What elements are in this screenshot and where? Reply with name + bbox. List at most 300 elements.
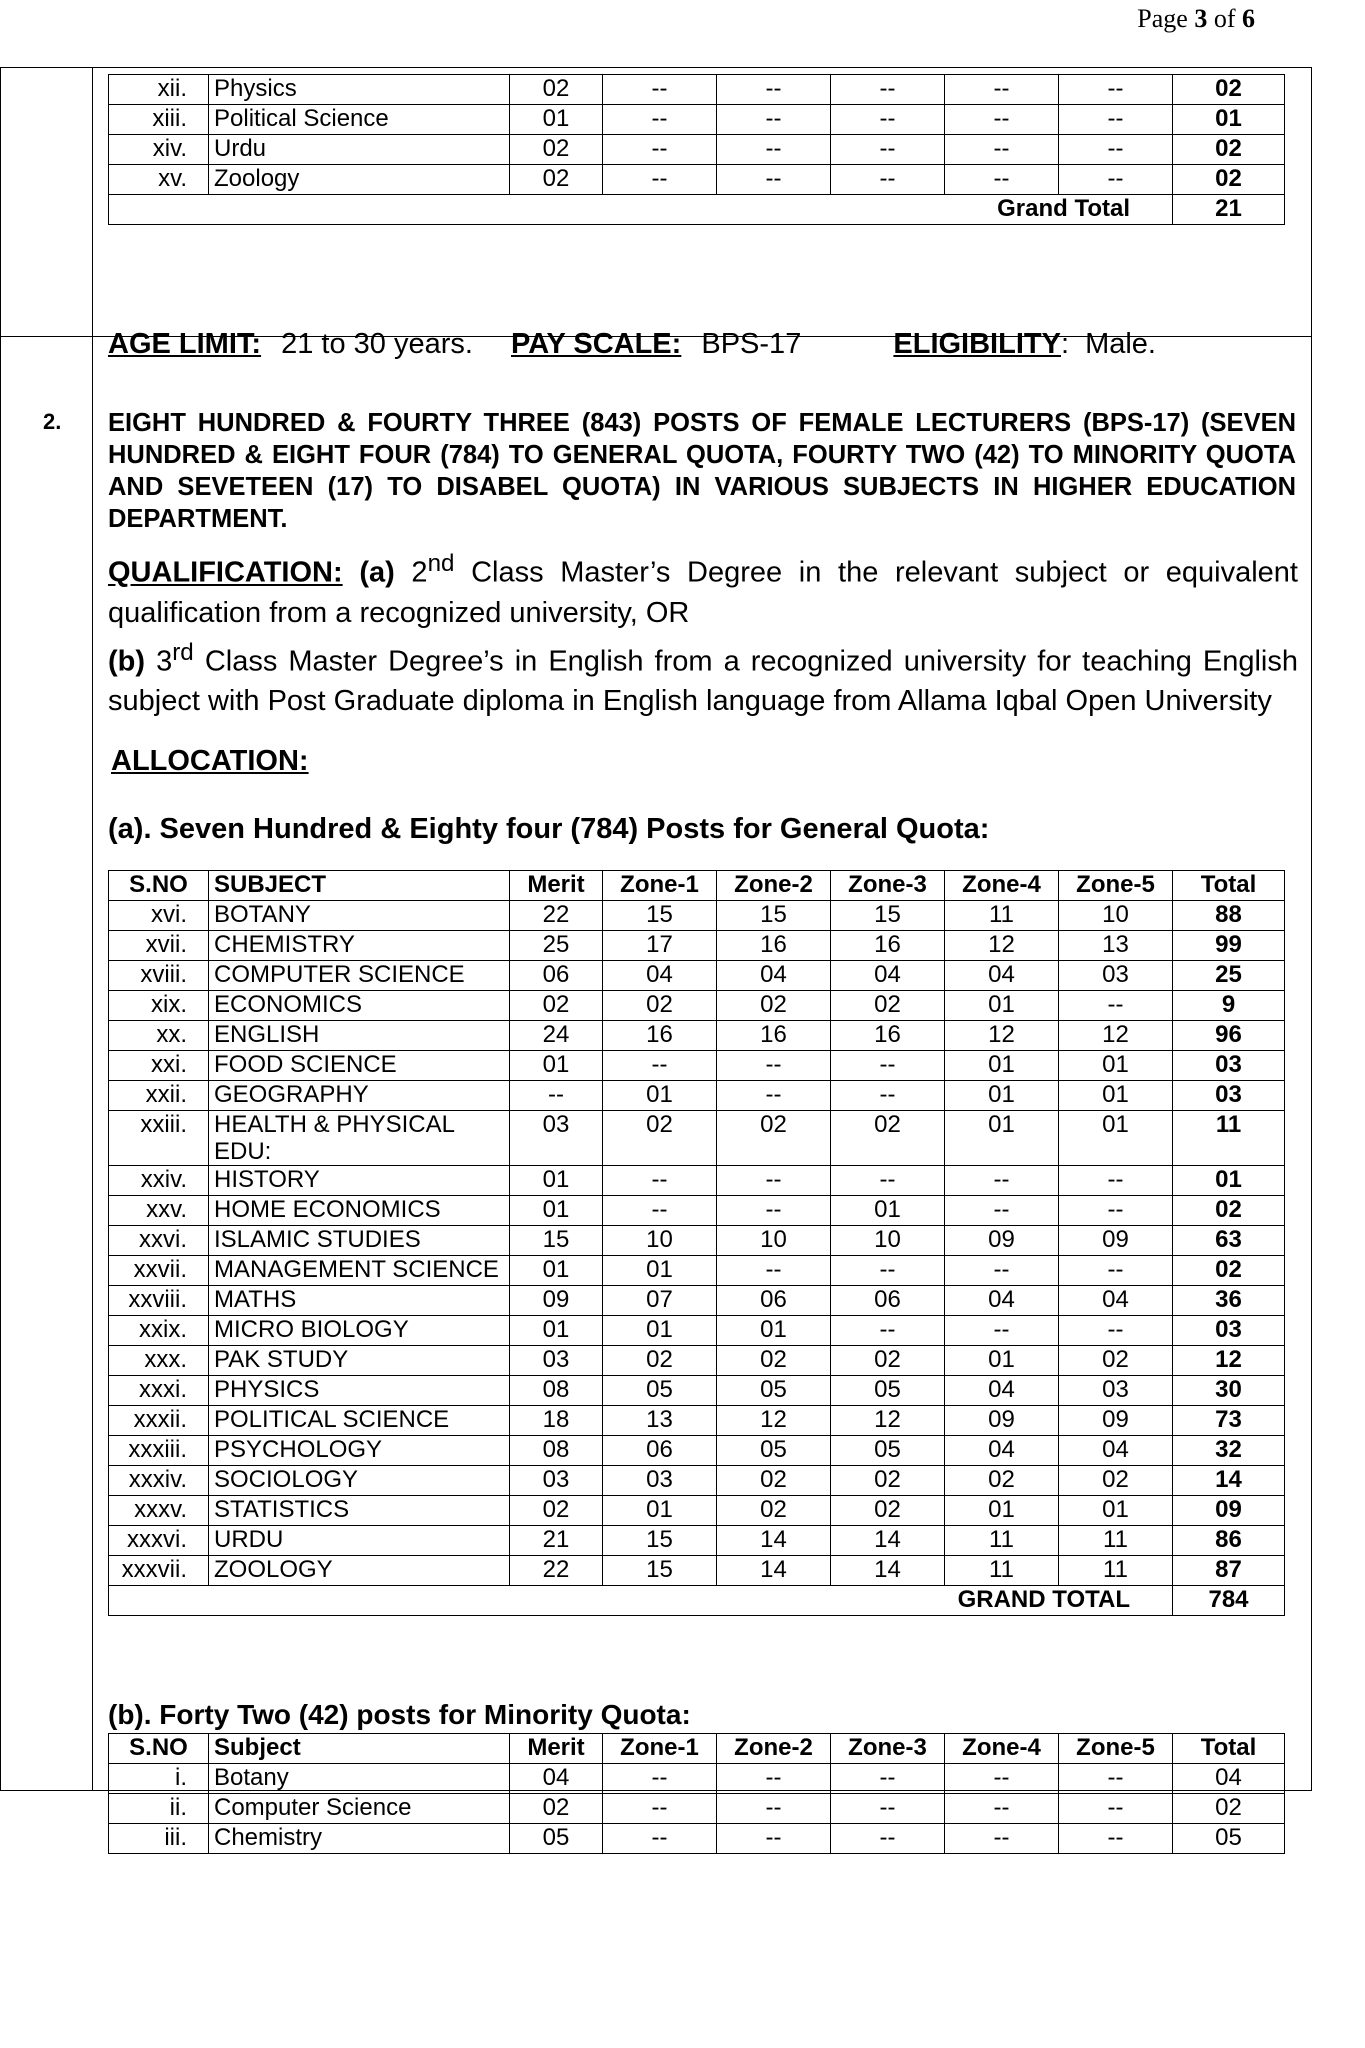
- header-row: S.NO Subject Merit Zone-1 Zone-2 Zone-3 Zone-4 Zone-5 Total: [109, 1734, 1285, 1764]
- cell-z4: --: [945, 1166, 1059, 1196]
- cell-subject: MATHS: [209, 1286, 510, 1316]
- table-row: [109, 931, 1285, 961]
- cell-merit: 02: [510, 991, 603, 1021]
- cell-total: 09: [1173, 1496, 1285, 1526]
- cell-z5: --: [1059, 1794, 1173, 1824]
- cell-merit: 02: [510, 135, 603, 165]
- cell-total: 86: [1173, 1526, 1285, 1556]
- cell-merit: 02: [510, 1496, 603, 1526]
- cell-sno: xviii.: [109, 961, 209, 991]
- cell-z5: --: [1059, 1256, 1173, 1286]
- general-quota-table: [108, 870, 1285, 1616]
- qualification-b-text: Class Master Degree’s in English from a recognized university for teaching English subject with Post Graduate diploma in English language from Allama Iqbal Open University: [108, 645, 1299, 718]
- cell-total: 30: [1173, 1376, 1285, 1406]
- cell-z5: --: [1059, 105, 1173, 135]
- cell-z3: 14: [831, 1556, 945, 1586]
- cell-z1: --: [603, 135, 717, 165]
- cell-total: 63: [1173, 1226, 1285, 1256]
- eligibility-value: Male.: [1085, 328, 1156, 360]
- cell-z2: --: [717, 1824, 831, 1854]
- cell-z4: --: [945, 1256, 1059, 1286]
- cell-z3: 05: [831, 1376, 945, 1406]
- eligibility-label: ELIGIBILITY: [893, 328, 1061, 360]
- cell-z1: 16: [603, 1021, 717, 1051]
- cell-total: 02: [1173, 165, 1285, 195]
- cell-z3: --: [831, 165, 945, 195]
- cell-total: 88: [1173, 901, 1285, 931]
- cell-merit: --: [510, 1081, 603, 1111]
- cell-z4: --: [945, 75, 1059, 105]
- cell-z1: 01: [603, 1256, 717, 1286]
- cell-total: 11: [1173, 1111, 1285, 1166]
- column-divider: [92, 68, 93, 1790]
- table-row: [109, 1556, 1285, 1586]
- section-heading: EIGHT HUNDRED & FOURTY THREE (843) POSTS OF FEMALE LECTURERS (BPS-17) (SEVEN HUNDRED & EIGHT FOUR (784) TO GENERAL QUOTA, FOURTY TWO (42) TO MINORITY QUOTA AND SEVETEEN (17) TO DISABEL QUOTA) IN VARIOUS SUBJECTS IN HIGHER EDUCATION DEPARTMENT.: [108, 409, 1296, 533]
- cell-subject: PHYSICS: [209, 1376, 510, 1406]
- cell-sno: xiii.: [109, 105, 209, 135]
- cell-z2: 16: [717, 931, 831, 961]
- cell-merit: 24: [510, 1021, 603, 1051]
- cell-sno: i.: [109, 1764, 209, 1794]
- cell-z5: --: [1059, 1764, 1173, 1794]
- cell-sno: xxvi.: [109, 1226, 209, 1256]
- top-table: [108, 74, 1285, 225]
- cell-subject: Zoology: [209, 165, 510, 195]
- section-number: 2.: [43, 409, 62, 434]
- cell-z4: 01: [945, 1051, 1059, 1081]
- cell-z1: 01: [603, 1081, 717, 1111]
- cell-z3: 15: [831, 901, 945, 931]
- cell-sno: xxi.: [109, 1051, 209, 1081]
- cell-z1: 06: [603, 1436, 717, 1466]
- cell-z4: 01: [945, 1081, 1059, 1111]
- cell-z5: --: [1059, 1166, 1173, 1196]
- cell-z4: 04: [945, 1286, 1059, 1316]
- cell-subject: HEALTH & PHYSICAL EDU:: [209, 1111, 510, 1166]
- table-row: [109, 1286, 1285, 1316]
- cell-z2: 02: [717, 1111, 831, 1166]
- cell-z4: --: [945, 165, 1059, 195]
- cell-z3: --: [831, 1166, 945, 1196]
- table-row: [109, 1226, 1285, 1256]
- cell-z3: 02: [831, 1111, 945, 1166]
- cell-total: 9: [1173, 991, 1285, 1021]
- cell-total: 02: [1173, 75, 1285, 105]
- cell-z5: --: [1059, 1824, 1173, 1854]
- cell-sno: xvi.: [109, 901, 209, 931]
- qualification-a-text: Class Master’s Degree in the relevant subject or equivalent qualification from a recognized university, OR: [108, 556, 1298, 629]
- cell-merit: 01: [510, 1166, 603, 1196]
- cell-z4: 09: [945, 1406, 1059, 1436]
- cell-z2: --: [717, 1256, 831, 1286]
- cell-z2: --: [717, 1051, 831, 1081]
- cell-sno: xxxiii.: [109, 1436, 209, 1466]
- cell-z5: 13: [1059, 931, 1173, 961]
- grand-total-row: [109, 195, 1285, 225]
- cell-z5: --: [1059, 991, 1173, 1021]
- cell-subject: ISLAMIC STUDIES: [209, 1226, 510, 1256]
- cell-subject: Physics: [209, 75, 510, 105]
- cell-z1: 15: [603, 1556, 717, 1586]
- cell-z1: 04: [603, 961, 717, 991]
- cell-z1: 03: [603, 1466, 717, 1496]
- cell-merit: 08: [510, 1376, 603, 1406]
- cell-z5: 03: [1059, 1376, 1173, 1406]
- cell-z2: --: [717, 1166, 831, 1196]
- cell-z4: 11: [945, 1556, 1059, 1586]
- cell-z3: 02: [831, 1346, 945, 1376]
- cell-total: 01: [1173, 105, 1285, 135]
- cell-z1: 05: [603, 1376, 717, 1406]
- cell-z1: 02: [603, 991, 717, 1021]
- cell-z1: 07: [603, 1286, 717, 1316]
- cell-z5: 03: [1059, 961, 1173, 991]
- cell-z3: 05: [831, 1436, 945, 1466]
- cell-subject: MANAGEMENT SCIENCE: [209, 1256, 510, 1286]
- header-row: S.NO SUBJECT Merit Zone-1 Zone-2 Zone-3 Zone-4 Zone-5 Total: [109, 871, 1285, 901]
- cell-subject: PAK STUDY: [209, 1346, 510, 1376]
- cell-z3: --: [831, 1824, 945, 1854]
- cell-z3: --: [831, 105, 945, 135]
- cell-subject: Chemistry: [209, 1824, 510, 1854]
- table-row: [109, 901, 1285, 931]
- cell-z5: 01: [1059, 1111, 1173, 1166]
- cell-total: 99: [1173, 931, 1285, 961]
- cell-merit: 02: [510, 1794, 603, 1824]
- cell-z5: 01: [1059, 1081, 1173, 1111]
- cell-sno: xxii.: [109, 1081, 209, 1111]
- cell-z4: 04: [945, 1376, 1059, 1406]
- cell-z4: 04: [945, 961, 1059, 991]
- cell-merit: 02: [510, 75, 603, 105]
- table-row: [109, 1496, 1285, 1526]
- cell-sno: xii.: [109, 75, 209, 105]
- cell-merit: 01: [510, 1196, 603, 1226]
- cell-z1: --: [603, 1051, 717, 1081]
- cell-z2: 15: [717, 901, 831, 931]
- cell-merit: 04: [510, 1764, 603, 1794]
- cell-z3: --: [831, 75, 945, 105]
- cell-sno: xix.: [109, 991, 209, 1021]
- cell-z2: 14: [717, 1556, 831, 1586]
- table-row: [109, 1256, 1285, 1286]
- cell-z5: 11: [1059, 1526, 1173, 1556]
- cell-z1: --: [603, 1824, 717, 1854]
- cell-merit: 09: [510, 1286, 603, 1316]
- cell-z5: 09: [1059, 1406, 1173, 1436]
- cell-sno: xvii.: [109, 931, 209, 961]
- cell-z2: --: [717, 135, 831, 165]
- cell-merit: 22: [510, 901, 603, 931]
- cell-subject: HOME ECONOMICS: [209, 1196, 510, 1226]
- cell-merit: 22: [510, 1556, 603, 1586]
- cell-total: 03: [1173, 1316, 1285, 1346]
- cell-z3: 16: [831, 1021, 945, 1051]
- cell-z3: --: [831, 1051, 945, 1081]
- cell-z5: --: [1059, 1196, 1173, 1226]
- cell-z5: 11: [1059, 1556, 1173, 1586]
- cell-z1: 01: [603, 1316, 717, 1346]
- cell-z1: 15: [603, 1526, 717, 1556]
- cell-sno: xxvii.: [109, 1256, 209, 1286]
- minority-quota-table: [108, 1733, 1285, 1854]
- cell-z1: --: [603, 165, 717, 195]
- cell-z3: 12: [831, 1406, 945, 1436]
- table-row: [109, 75, 1285, 105]
- cell-sno: xxxvii.: [109, 1556, 209, 1586]
- cell-z5: 04: [1059, 1286, 1173, 1316]
- grand-total-label: Grand Total: [109, 195, 1173, 225]
- cell-sno: xxviii.: [109, 1286, 209, 1316]
- cell-total: 03: [1173, 1051, 1285, 1081]
- cell-sno: xxiv.: [109, 1166, 209, 1196]
- cell-z1: --: [603, 1764, 717, 1794]
- cell-z3: --: [831, 1764, 945, 1794]
- cell-sno: xxxii.: [109, 1406, 209, 1436]
- cell-total: 96: [1173, 1021, 1285, 1051]
- cell-sno: xxx.: [109, 1346, 209, 1376]
- pay-value: BPS-17: [701, 328, 802, 360]
- cell-z5: --: [1059, 1316, 1173, 1346]
- cell-sno: xxxiv.: [109, 1466, 209, 1496]
- table-row: [109, 1376, 1285, 1406]
- cell-z1: 01: [603, 1496, 717, 1526]
- cell-z2: 06: [717, 1286, 831, 1316]
- table-row: [109, 991, 1285, 1021]
- cell-subject: COMPUTER SCIENCE: [209, 961, 510, 991]
- cell-merit: 03: [510, 1111, 603, 1166]
- cell-z1: 02: [603, 1346, 717, 1376]
- cell-z2: --: [717, 1794, 831, 1824]
- minority-quota-title: (b). Forty Two (42) posts for Minority Quota:: [108, 1699, 691, 1730]
- cell-z2: 02: [717, 991, 831, 1021]
- cell-z2: 01: [717, 1316, 831, 1346]
- cell-z3: 10: [831, 1226, 945, 1256]
- cell-z4: --: [945, 1196, 1059, 1226]
- cell-merit: 08: [510, 1436, 603, 1466]
- cell-z4: --: [945, 1316, 1059, 1346]
- cell-total: 73: [1173, 1406, 1285, 1436]
- cell-subject: ECONOMICS: [209, 991, 510, 1021]
- cell-z3: --: [831, 1794, 945, 1824]
- cell-merit: 01: [510, 1256, 603, 1286]
- table-row: [109, 1406, 1285, 1436]
- cell-z3: 14: [831, 1526, 945, 1556]
- table-row: [109, 1081, 1285, 1111]
- cell-z3: 02: [831, 1496, 945, 1526]
- page-number: Page 3 of 6: [1137, 4, 1255, 33]
- cell-sno: xxiii.: [109, 1111, 209, 1166]
- cell-merit: 05: [510, 1824, 603, 1854]
- cell-z2: 05: [717, 1376, 831, 1406]
- cell-z1: 15: [603, 901, 717, 931]
- cell-sno: xxxvi.: [109, 1526, 209, 1556]
- age-label: AGE LIMIT:: [108, 328, 262, 360]
- cell-merit: 15: [510, 1226, 603, 1256]
- cell-subject: FOOD SCIENCE: [209, 1051, 510, 1081]
- cell-z1: --: [603, 1166, 717, 1196]
- cell-merit: 01: [510, 1316, 603, 1346]
- cell-z2: 12: [717, 1406, 831, 1436]
- cell-total: 32: [1173, 1436, 1285, 1466]
- cell-z3: 06: [831, 1286, 945, 1316]
- cell-z4: --: [945, 1794, 1059, 1824]
- cell-subject: STATISTICS: [209, 1496, 510, 1526]
- cell-z2: --: [717, 1081, 831, 1111]
- table-row: [109, 1316, 1285, 1346]
- cell-z2: 16: [717, 1021, 831, 1051]
- cell-z5: --: [1059, 165, 1173, 195]
- table-row: [109, 1526, 1285, 1556]
- cell-z4: 01: [945, 1496, 1059, 1526]
- cell-z2: --: [717, 1764, 831, 1794]
- cell-sno: xiv.: [109, 135, 209, 165]
- cell-z5: 01: [1059, 1051, 1173, 1081]
- table-row: [109, 1196, 1285, 1226]
- cell-z4: 01: [945, 1346, 1059, 1376]
- table-row: [109, 135, 1285, 165]
- cell-subject: ENGLISH: [209, 1021, 510, 1051]
- cell-total: 04: [1173, 1764, 1285, 1794]
- table-row: [109, 1764, 1285, 1794]
- cell-z3: 01: [831, 1196, 945, 1226]
- cell-merit: 06: [510, 961, 603, 991]
- qualification-label: QUALIFICATION:: [108, 556, 343, 589]
- cell-total: 02: [1173, 1196, 1285, 1226]
- table-row: [109, 1021, 1285, 1051]
- cell-z2: 14: [717, 1526, 831, 1556]
- cell-z2: --: [717, 105, 831, 135]
- cell-merit: 03: [510, 1466, 603, 1496]
- cell-total: 12: [1173, 1346, 1285, 1376]
- cell-z3: --: [831, 1256, 945, 1286]
- cell-z2: --: [717, 165, 831, 195]
- table-row: [109, 1466, 1285, 1496]
- table-row: [109, 1436, 1285, 1466]
- cell-z1: --: [603, 1196, 717, 1226]
- cell-z5: --: [1059, 75, 1173, 105]
- cell-z5: 10: [1059, 901, 1173, 931]
- general-quota-title: (a). Seven Hundred & Eighty four (784) Posts for General Quota:: [108, 813, 990, 845]
- cell-subject: POLITICAL SCIENCE: [209, 1406, 510, 1436]
- table-row: [109, 1824, 1285, 1854]
- cell-z4: 02: [945, 1466, 1059, 1496]
- cell-total: 25: [1173, 961, 1285, 991]
- cell-subject: URDU: [209, 1526, 510, 1556]
- cell-z1: 02: [603, 1111, 717, 1166]
- cell-z5: 04: [1059, 1436, 1173, 1466]
- cell-z4: 01: [945, 991, 1059, 1021]
- cell-z2: 10: [717, 1226, 831, 1256]
- cell-merit: 18: [510, 1406, 603, 1436]
- cell-total: 02: [1173, 135, 1285, 165]
- cell-sno: xxxi.: [109, 1376, 209, 1406]
- cell-total: 03: [1173, 1081, 1285, 1111]
- cell-merit: 25: [510, 931, 603, 961]
- cell-subject: Botany: [209, 1764, 510, 1794]
- cell-z4: 12: [945, 1021, 1059, 1051]
- cell-total: 01: [1173, 1166, 1285, 1196]
- cell-z5: 09: [1059, 1226, 1173, 1256]
- cell-total: 02: [1173, 1256, 1285, 1286]
- cell-z2: 02: [717, 1496, 831, 1526]
- cell-z4: 11: [945, 901, 1059, 931]
- cell-z4: --: [945, 1824, 1059, 1854]
- cell-z2: 05: [717, 1436, 831, 1466]
- cell-z4: 09: [945, 1226, 1059, 1256]
- age-value: 21 to 30 years.: [281, 328, 473, 360]
- cell-z3: 16: [831, 931, 945, 961]
- grand-total-value: 21: [1173, 195, 1285, 225]
- cell-z5: 02: [1059, 1466, 1173, 1496]
- cell-sno: iii.: [109, 1824, 209, 1854]
- cell-total: 36: [1173, 1286, 1285, 1316]
- cell-total: 14: [1173, 1466, 1285, 1496]
- cell-z1: 10: [603, 1226, 717, 1256]
- cell-z2: --: [717, 1196, 831, 1226]
- cell-z3: --: [831, 1081, 945, 1111]
- table-row: [109, 1794, 1285, 1824]
- cell-subject: GEOGRAPHY: [209, 1081, 510, 1111]
- allocation-label: ALLOCATION:: [111, 745, 309, 777]
- grand-total-value: 784: [1173, 1586, 1285, 1616]
- cell-sno: xxv.: [109, 1196, 209, 1226]
- cell-z1: --: [603, 1794, 717, 1824]
- cell-subject: BOTANY: [209, 901, 510, 931]
- cell-sno: ii.: [109, 1794, 209, 1824]
- table-row: [109, 1111, 1285, 1166]
- cell-subject: CHEMISTRY: [209, 931, 510, 961]
- cell-merit: 01: [510, 1051, 603, 1081]
- cell-z1: --: [603, 75, 717, 105]
- cell-z2: 04: [717, 961, 831, 991]
- cell-merit: 02: [510, 165, 603, 195]
- cell-subject: Political Science: [209, 105, 510, 135]
- grand-total-label: GRAND TOTAL: [109, 1586, 1173, 1616]
- cell-total: 02: [1173, 1794, 1285, 1824]
- document-frame: [0, 67, 1312, 1851]
- pay-label: PAY SCALE:: [511, 328, 682, 360]
- cell-z4: --: [945, 1764, 1059, 1794]
- cell-total: 87: [1173, 1556, 1285, 1586]
- table-row: [109, 1346, 1285, 1376]
- cell-subject: Computer Science: [209, 1794, 510, 1824]
- cell-z5: 02: [1059, 1346, 1173, 1376]
- cell-z3: --: [831, 135, 945, 165]
- table-row: [109, 1051, 1285, 1081]
- cell-z5: --: [1059, 135, 1173, 165]
- cell-z4: --: [945, 135, 1059, 165]
- cell-sno: xv.: [109, 165, 209, 195]
- cell-z4: 01: [945, 1111, 1059, 1166]
- table-row: [109, 961, 1285, 991]
- cell-z5: 12: [1059, 1021, 1173, 1051]
- cell-z3: 02: [831, 1466, 945, 1496]
- cell-z2: --: [717, 75, 831, 105]
- cell-z1: --: [603, 105, 717, 135]
- cell-subject: HISTORY: [209, 1166, 510, 1196]
- table-row: [109, 1166, 1285, 1196]
- qualification: QUALIFICATION: (a) 2nd Class Master’s Degree in the relevant subject or equivalent qualification from a recognized university, OR (b) 3rd Class Master Degree’s in English from a recognized university for teaching English subject with Post Graduate diploma in English language from Allama Iqbal Open University: [108, 550, 1299, 718]
- limits-line: AGE LIMIT: 21 to 30 years. PAY SCALE: BPS-17 ELIGIBILITY: Male.: [108, 328, 1156, 360]
- cell-subject: MICRO BIOLOGY: [209, 1316, 510, 1346]
- cell-z3: 04: [831, 961, 945, 991]
- cell-z3: --: [831, 1316, 945, 1346]
- cell-z1: 13: [603, 1406, 717, 1436]
- table-row: [109, 165, 1285, 195]
- cell-total: 05: [1173, 1824, 1285, 1854]
- cell-subject: SOCIOLOGY: [209, 1466, 510, 1496]
